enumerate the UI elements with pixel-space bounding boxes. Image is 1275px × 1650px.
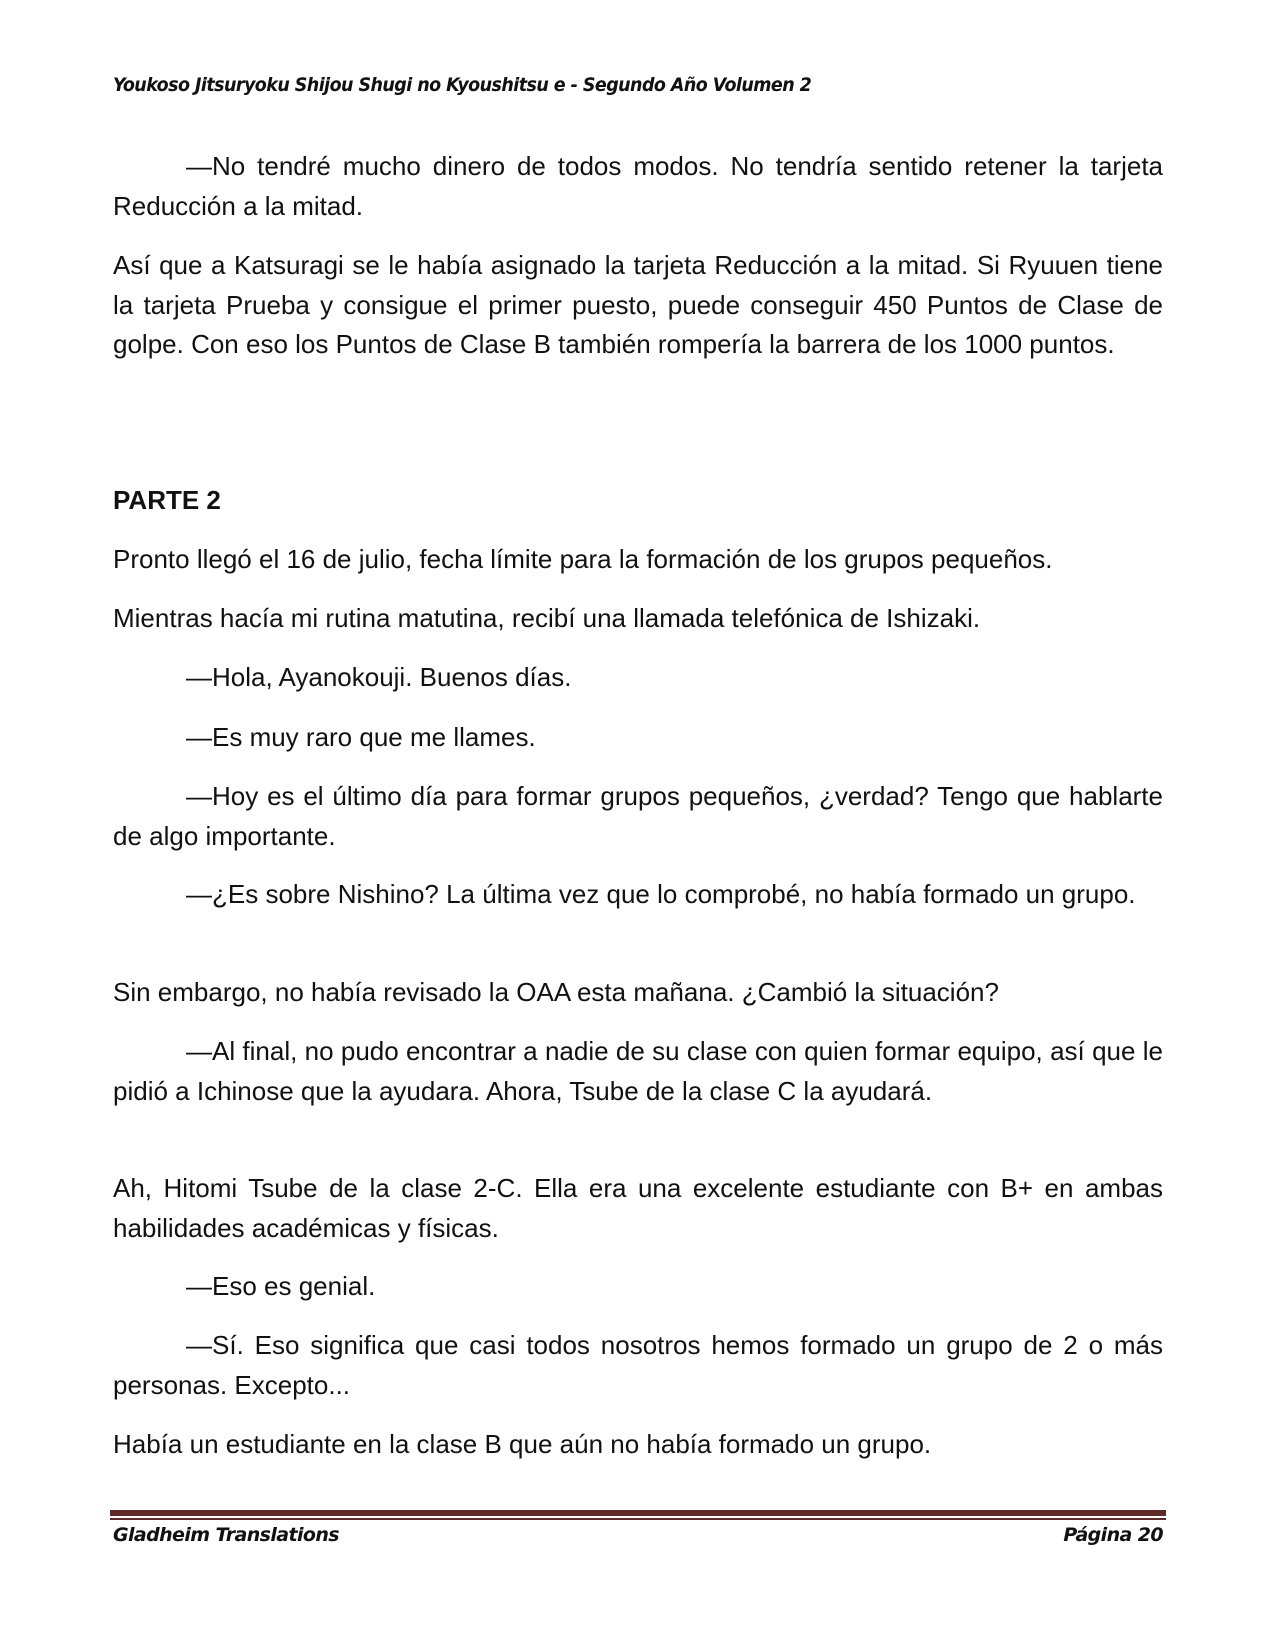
paragraph: —Hola, Ayanokouji. Buenos días. bbox=[186, 662, 572, 692]
footer-rule-thin bbox=[110, 1518, 1166, 1520]
paragraph: —No tendré mucho dinero de todos modos. No tendría sentido retener la tarjeta Reducción a la mitad. bbox=[113, 151, 1163, 221]
section-heading: PARTE 2 bbox=[113, 485, 221, 515]
footer-translator: Gladheim Translations bbox=[113, 1524, 339, 1546]
paragraph: Mientras hacía mi rutina matutina, recibí una llamada telefónica de Ishizaki. bbox=[113, 603, 981, 633]
paragraph: —Hoy es el último día para formar grupos pequeños, ¿verdad? Tengo que hablarte de algo importante. bbox=[113, 781, 1163, 851]
footer-page-number: Página 20 bbox=[1063, 1524, 1163, 1546]
paragraph: —Sí. Eso significa que casi todos nosotros hemos formado un grupo de 2 o más personas. Excepto... bbox=[113, 1330, 1163, 1400]
paragraph: —Eso es genial. bbox=[186, 1271, 376, 1301]
paragraph: —Es muy raro que me llames. bbox=[186, 722, 536, 752]
running-header: Youkoso Jitsuryoku Shijou Shugi no Kyoushitsu e - Segundo Año Volumen 2 bbox=[113, 74, 812, 96]
paragraph: —Al final, no pudo encontrar a nadie de su clase con quien formar equipo, así que le pidió a Ichinose que la ayudara. Ahora, Tsube de la clase C la ayudará. bbox=[113, 1036, 1163, 1106]
paragraph: Ah, Hitomi Tsube de la clase 2-C. Ella era una excelente estudiante con B+ en ambas habilidades académicas y físicas. bbox=[113, 1173, 1163, 1243]
paragraph: Sin embargo, no había revisado la OAA esta mañana. ¿Cambió la situación? bbox=[113, 977, 999, 1007]
paragraph: Había un estudiante en la clase B que aún no había formado un grupo. bbox=[113, 1429, 932, 1459]
footer-rule bbox=[110, 1510, 1166, 1516]
paragraph: Así que a Katsuragi se le había asignado la tarjeta Reducción a la mitad. Si Ryuuen tiene la tarjeta Prueba y consigue el primer puesto, puede conseguir 450 Puntos de Clase de golpe. Con eso los Puntos de Clase B también rompería la barrera de los 1000 puntos. bbox=[113, 250, 1163, 359]
paragraph: Pronto llegó el 16 de julio, fecha límite para la formación de los grupos pequeños. bbox=[113, 544, 1053, 574]
paragraph: —¿Es sobre Nishino? La última vez que lo comprobé, no había formado un grupo. bbox=[186, 879, 1136, 909]
